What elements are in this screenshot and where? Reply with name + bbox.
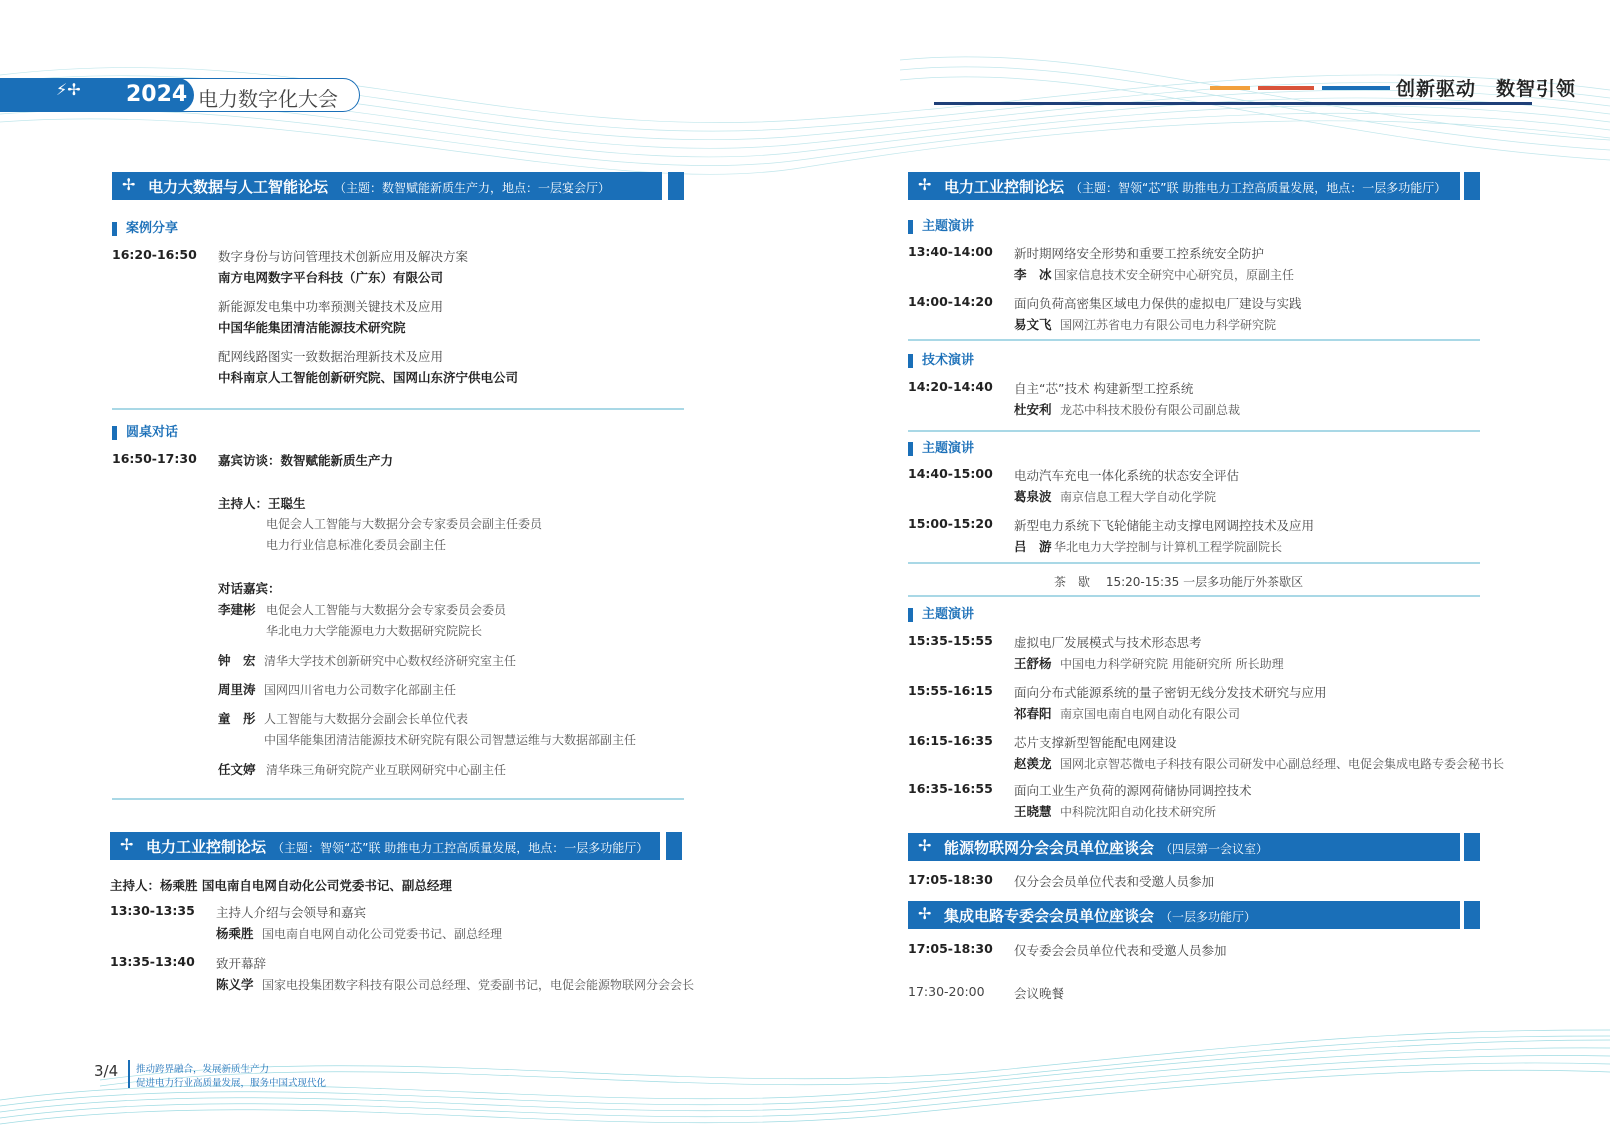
speaker-name: 王晓慧 (1014, 804, 1052, 819)
speaker-aff: 龙芯中科技术股份有限公司副总裁 (1060, 403, 1241, 417)
section-label: 圆桌对话 (112, 426, 178, 440)
session-time: 17:30-20:00 (908, 984, 985, 999)
guest-name: 李建彬 (218, 602, 256, 617)
dash-red (1258, 86, 1314, 90)
org: 中国华能集团清洁能源技术研究院 (218, 320, 406, 335)
forum-bar-tip (1464, 833, 1480, 861)
wind-turbine-icon: ✢ (918, 175, 932, 194)
topic: 芯片支撑新型智能配电网建设 (1014, 735, 1177, 750)
org: 南方电网数字平台科技（广东）有限公司 (218, 270, 444, 285)
forum-title: 集成电路专委会会员单位座谈会 (944, 907, 1155, 925)
guest-role: 电促会人工智能与大数据分会专家委员会委员 (266, 603, 507, 617)
section-label: 案例分享 (112, 222, 178, 236)
session-desc: 仅分会会员单位代表和受邀人员参加 (1014, 874, 1215, 889)
topic: 致开幕辞 (216, 956, 267, 971)
speaker-aff: 国电南自电网自动化公司党委书记、副总经理 (262, 927, 503, 941)
footer-line-2: 促进电力行业高质量发展，服务中国式现代化 (136, 1078, 327, 1089)
topic: 新时期网络安全形势和重要工控系统安全防护 (1014, 246, 1265, 261)
page-number: 3/4 (94, 1062, 119, 1080)
topic: 自主“芯”技术 构建新型工控系统 (1014, 381, 1194, 396)
wind-turbine-icon: ✢ (918, 904, 932, 923)
session-desc: 会议晚餐 (1014, 986, 1065, 1001)
speaker-aff: 中科院沈阳自动化技术研究所 (1060, 805, 1217, 819)
guest-role: 国网四川省电力公司数字化部副主任 (264, 683, 457, 697)
wind-turbine-icon: ✢ (918, 836, 932, 855)
divider (908, 430, 1480, 432)
speaker-name: 杜安利 (1014, 402, 1052, 417)
footer-divider (128, 1060, 130, 1088)
topic: 虚拟电厂发展模式与技术形态思考 (1014, 635, 1202, 650)
section-label: 技术演讲 (908, 354, 974, 368)
section-label: 主题演讲 (908, 608, 974, 622)
speaker-aff: 中国电力科学研究院 用能研究所 所长助理 (1060, 657, 1284, 671)
forum-host: 主持人：杨乘胜 国电南自电网自动化公司党委书记、副总经理 (110, 878, 452, 893)
topic: 电动汽车充电一体化系统的状态安全评估 (1014, 468, 1240, 483)
forum-bar-bigdata (112, 172, 662, 200)
speaker-aff: 国网江苏省电力有限公司电力科学研究院 (1060, 318, 1277, 332)
session-time: 13:35-13:40 (110, 954, 195, 969)
host-role: 电促会人工智能与大数据分会专家委员会副主任委员 (266, 517, 543, 531)
slogan: 创新驱动 数智引领 (1396, 78, 1577, 100)
guest-name: 周里涛 (218, 682, 256, 697)
speaker-aff: 华北电力大学控制与计算机工程学院副院长 (1054, 540, 1283, 554)
topic: 新能源发电集中功率预测关键技术及应用 (218, 299, 444, 314)
speaker-aff: 南京信息工程大学自动化学院 (1060, 490, 1217, 504)
forum-bar-tip (1464, 901, 1480, 929)
session-time: 13:30-13:35 (110, 903, 195, 918)
topic: 配网线路图实一致数据治理新技术及应用 (218, 349, 444, 364)
forum-bar-ic (908, 901, 1460, 929)
session-time: 14:20-14:40 (908, 379, 993, 394)
forum-bar-control (110, 832, 660, 860)
topic: 主持人介绍与会领导和嘉宾 (216, 905, 367, 920)
forum-subtitle: （一层多功能厅） (1160, 910, 1257, 924)
org: 中科南京人工智能创新研究院、国网山东济宁供电公司 (218, 370, 519, 385)
forum-subtitle: （主题：数智赋能新质生产力，地点：一层宴会厅） (334, 181, 611, 195)
footer-line-1: 推动跨界融合，发展新质生产力 (136, 1064, 270, 1075)
topic: 新型电力系统下飞轮储能主动支撑电网调控技术及应用 (1014, 518, 1315, 533)
session-time: 14:00-14:20 (908, 294, 993, 309)
topic: 面向分布式能源系统的量子密钥无线分发技术研究与应用 (1014, 685, 1327, 700)
guest-role: 清华大学技术创新研究中心数权经济研究室主任 (264, 654, 517, 668)
speaker-name: 易文飞 (1014, 317, 1052, 332)
forum-title: 电力大数据与人工智能论坛 (148, 178, 329, 196)
wind-turbine-icon: ✢ (120, 835, 134, 854)
speaker-aff: 国网北京智芯微电子科技有限公司研发中心副总经理、电促会集成电路专委会秘书长 (1060, 757, 1505, 771)
session-time: 17:05-18:30 (908, 872, 993, 887)
forum-title: 电力工业控制论坛 (944, 178, 1065, 196)
forum-subtitle: （主题：智领“芯”联 助推电力工控高质量发展，地点：一层多功能厅） (272, 841, 649, 855)
session-time: 13:40-14:00 (908, 244, 993, 259)
session-time: 17:05-18:30 (908, 941, 993, 956)
guests-label: 对话嘉宾： (218, 581, 281, 596)
forum-subtitle: （主题：智领“芯”联 助推电力工控高质量发展，地点：一层多功能厅） (1070, 181, 1447, 195)
speaker-name: 吕 游 (1014, 539, 1052, 554)
topic: 面向工业生产负荷的源网荷储协同调控技术 (1014, 783, 1252, 798)
session-time: 16:15-16:35 (908, 733, 993, 748)
slogan-underline (934, 102, 1532, 105)
speaker-name: 葛泉波 (1014, 489, 1052, 504)
forum-bar-control-right (908, 172, 1460, 200)
divider (112, 408, 684, 410)
guest-name: 任文婷 (218, 762, 256, 777)
guest-role: 清华珠三角研究院产业互联网研究中心副主任 (266, 763, 507, 777)
forum-bar-tip (666, 832, 682, 860)
section-label: 主题演讲 (908, 442, 974, 456)
tea-break: 茶 歇 15:20-15:35 一层多功能厅外茶歇区 (1054, 575, 1304, 589)
section-label: 主题演讲 (908, 220, 974, 234)
header-year: 2024 (126, 82, 188, 107)
speaker-name: 杨乘胜 (216, 926, 254, 941)
forum-title: 能源物联网分会会员单位座谈会 (944, 839, 1155, 857)
divider (112, 798, 684, 800)
divider (908, 595, 1480, 597)
guest-name: 童 彤 (218, 711, 256, 726)
dash-orange (1210, 86, 1250, 90)
forum-bar-energy (908, 833, 1460, 861)
speaker-name: 李 冰 (1014, 267, 1052, 282)
session-time: 16:35-16:55 (908, 781, 993, 796)
divider (908, 339, 1480, 341)
forum-bar-tip (668, 172, 684, 200)
forum-bar-tip (1464, 172, 1480, 200)
header-title: 电力数字化大会 (198, 87, 338, 111)
guest-name: 钟 宏 (218, 653, 256, 668)
wind-turbine-icon: ✢ (122, 175, 136, 194)
speaker-name: 祁春阳 (1014, 706, 1052, 721)
divider (908, 562, 1480, 564)
speaker-name: 陈义学 (216, 977, 254, 992)
session-time: 15:00-15:20 (908, 516, 993, 531)
guest-role: 人工智能与大数据分会副会长单位代表 (264, 712, 469, 726)
speaker-aff: 国家电投集团数字科技有限公司总经理、党委副书记，电促会能源物联网分会会长 (262, 978, 695, 992)
speaker-name: 王舒杨 (1014, 656, 1052, 671)
speaker-aff: 南京国电南自电网自动化有限公司 (1060, 707, 1241, 721)
session-time: 14:40-15:00 (908, 466, 993, 481)
topic: 面向负荷高密集区域电力保供的虚拟电厂建设与实践 (1014, 296, 1302, 311)
speaker-aff: 国家信息技术安全研究中心研究员，原副主任 (1054, 268, 1295, 282)
forum-title: 电力工业控制论坛 (146, 838, 267, 856)
session-time: 16:50-17:30 (112, 451, 197, 466)
guest-role: 华北电力大学能源电力大数据研究院院长 (266, 624, 483, 638)
host-label: 主持人：王聪生 (218, 496, 306, 511)
host-role: 电力行业信息标准化委员会副主任 (266, 538, 447, 552)
dash-blue (1322, 86, 1390, 90)
guest-role: 中国华能集团清洁能源技术研究院有限公司智慧运维与大数据部副主任 (264, 733, 637, 747)
topic: 数字身份与访问管理技术创新应用及解决方案 (218, 249, 469, 264)
session-time: 16:20-16:50 (112, 247, 197, 262)
speaker-name: 赵羡龙 (1014, 756, 1052, 771)
forum-subtitle: （四层第一会议室） (1160, 842, 1269, 856)
session-time: 15:35-15:55 (908, 633, 993, 648)
session-time: 15:55-16:15 (908, 683, 993, 698)
session-desc: 仅专委会会员单位代表和受邀人员参加 (1014, 943, 1227, 958)
wind-turbine-icon: ⚡✢ (56, 80, 81, 99)
round-title: 嘉宾访谈：数智赋能新质生产力 (218, 453, 394, 468)
